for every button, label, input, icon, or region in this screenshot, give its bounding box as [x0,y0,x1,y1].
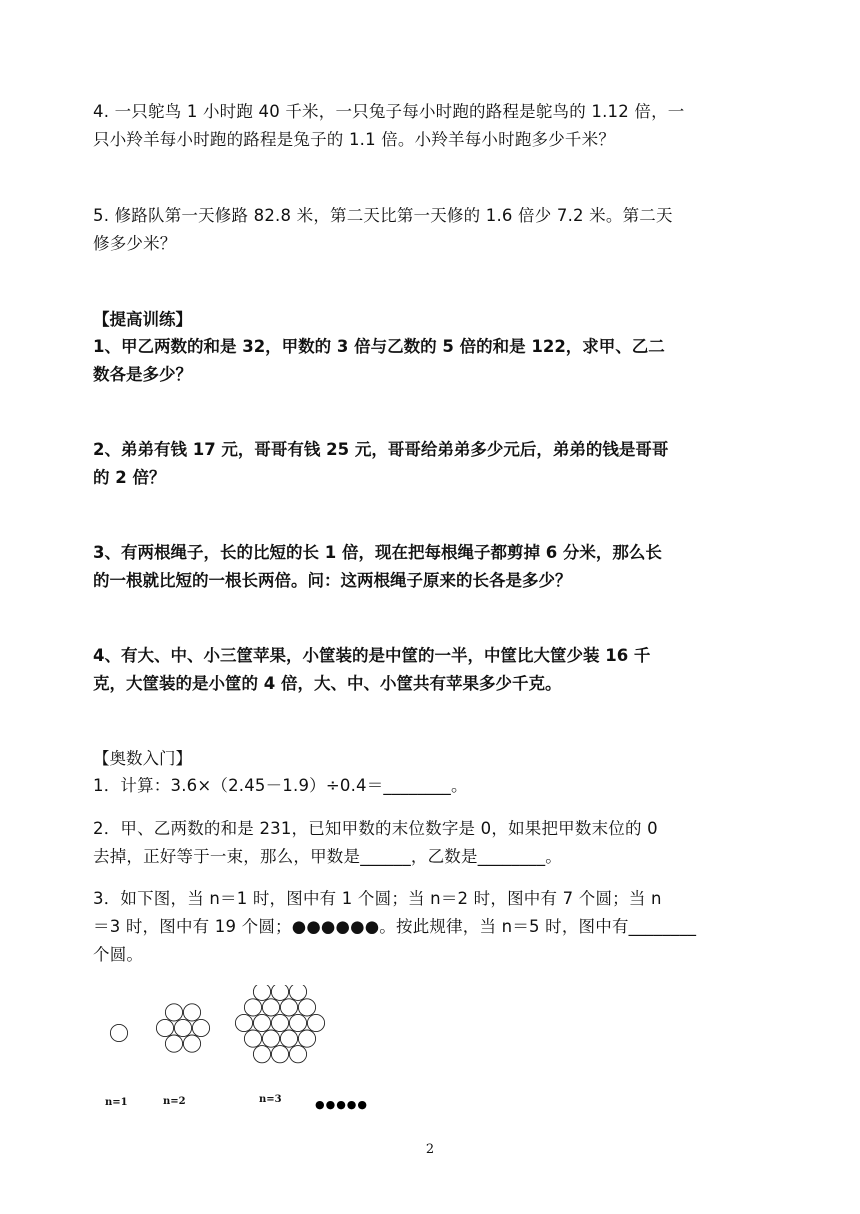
problem-line: ＝3 时，图中有 19 个圆；●●●●●●。按此规律，当 n＝5 时，图中有________ [93,917,697,936]
problem-line: 3、有两根绳子，长的比短的长 1 倍，现在把每根绳子都剪掉 6 分米，那么长 [93,543,662,562]
pattern-circle [280,999,297,1016]
pattern-circle [253,1046,270,1063]
problem-line: 3．如下图，当 n＝1 时，图中有 1 个圆；当 n＝2 时，图中有 7 个圆；当 n [93,889,662,908]
pattern-circle [289,1046,306,1063]
figure-circles [110,985,324,1063]
problem-line: 去掉，正好等于一束，那么，甲数是______，乙数是________。 [93,847,562,866]
problem-line: 数各是多少？ [93,365,192,384]
problem-line: 4、有大、中、小三筐苹果，小筐装的是中筐的一半，中筐比大筐少装 16 千 [93,646,651,665]
pattern-circle [298,1030,315,1047]
problem-line: 个圆。 [93,945,144,964]
problem-line: 克，大筐装的是小筐的 4 倍，大、中、小筐共有苹果多少千克。 [93,674,562,693]
problem-line: 1．计算：3.6×（2.45－1.9）÷0.4＝________。 [93,776,468,795]
olympiad-problem-3 [93,885,773,969]
olympiad-heading: 【奥数入门】 [93,749,192,768]
pattern-circle [271,1046,288,1063]
problem-line: 只小羚羊每小时跑的路程是兔子的 1.1 倍。小羚羊每小时跑多少千米？ [93,130,616,149]
problem-line: 的 2 倍？ [93,468,166,487]
problem-line: 2．甲、乙两数的和是 231，已知甲数的末位数字是 0，如果把甲数末位的 0 [93,819,658,838]
pattern-circle [271,985,288,1000]
improve-problem-2 [93,436,773,492]
figure-label-n3: n=3 [259,1094,282,1105]
improve-problem-4 [93,642,773,698]
pattern-circle [298,999,315,1016]
pattern-circle [174,1019,191,1036]
pattern-circle [271,1014,288,1031]
problem-line: 4. 一只鸵鸟 1 小时跑 40 千米，一只兔子每小时跑的路程是鸵鸟的 1.12 倍，一 [93,102,685,121]
pattern-circle [183,1035,200,1052]
problem-line: 修多少米？ [93,234,177,253]
figure-ellipsis-dots: ●●●●● [315,1098,368,1111]
improve-problem-3 [93,539,773,595]
pattern-circle [307,1014,324,1031]
circle-pattern-figure [93,985,413,1115]
improve-heading: 【提高训练】 [93,310,192,329]
problem-line: 5. 修路队第一天修路 82.8 米，第二天比第一天修的 1.6 倍少 7.2 米。第二天 [93,206,673,225]
pattern-circle [165,1035,182,1052]
pattern-circle [192,1019,209,1036]
problem-line: 的一根就比短的一根长两倍。问：这两根绳子原来的长各是多少？ [93,571,572,590]
improve-problem-1 [93,333,773,389]
pattern-circle [183,1004,200,1021]
pattern-circle [253,1014,270,1031]
figure-label-n2: n=2 [163,1096,186,1107]
problem-line: 2、弟弟有钱 17 元，哥哥有钱 25 元，哥哥给弟弟多少元后，弟弟的钱是哥哥 [93,440,669,459]
pattern-circle [165,1004,182,1021]
olympiad-problem-1 [93,772,773,800]
pattern-circle [289,1014,306,1031]
problem-5 [93,202,773,258]
pattern-circle [289,985,306,1000]
pattern-circle [253,985,270,1000]
figure-label-n1: n=1 [105,1097,128,1108]
pattern-circle [262,999,279,1016]
pattern-circle [244,1030,261,1047]
pattern-circle [262,1030,279,1047]
page-number: 2 [425,1142,435,1157]
problem-line: 1、甲乙两数的和是 32，甲数的 3 倍与乙数的 5 倍的和是 122，求甲、乙二 [93,337,665,356]
pattern-circle [110,1024,127,1041]
problem-4 [93,98,773,154]
pattern-circle [235,1014,252,1031]
pattern-circle [280,1030,297,1047]
pattern-circle [244,999,261,1016]
olympiad-problem-2 [93,815,773,871]
pattern-circle [156,1019,173,1036]
